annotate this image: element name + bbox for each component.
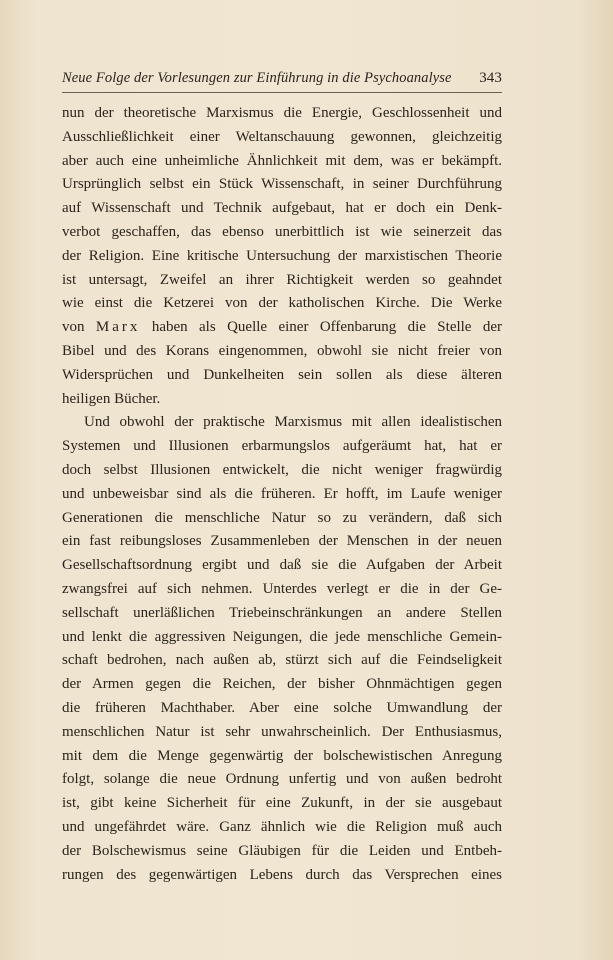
text-line: ein fast reibungsloses Zusammenleben der Menschen in der neuen [62, 533, 502, 550]
text-line: zwangsfrei auf sich nehmen. Unterdes verlegt er die in der Ge- [62, 580, 502, 597]
text-line: Systemen und Illusionen erbarmungslos aufgeräumt hat, hat er [62, 438, 502, 455]
running-header [62, 70, 502, 93]
text-line: folgt, solange die neue Ordnung unfertig und von außen bedroht [62, 771, 502, 788]
text-line: und ungefährdet wäre. Ganz ähnlich wie die Religion muß auch [62, 818, 502, 835]
text-line: nun der theoretische Marxismus die Energie, Geschlossenheit und [62, 105, 502, 121]
text-line: Ausschließlichkeit einer Weltanschauung gewonnen, gleichzeitig [62, 128, 502, 145]
text-line: heiligen Bücher. [62, 390, 161, 407]
text-line: Und obwohl der praktische Marxismus mit allen idealistischen [84, 414, 502, 431]
text-line: und unbeweisbar sind als die früheren. Er hofft, im Laufe weniger [62, 485, 502, 502]
page-number: 343 [479, 70, 502, 86]
text-line: Gesellschaftsordnung ergibt und daß sie die Aufgaben der Arbeit [62, 557, 502, 574]
text-line: rungen des gegenwärtigen Lebens durch das Versprechen eines [62, 866, 502, 883]
text-line: menschlichen Natur ist sehr unwahrscheinlich. Der Enthusiasmus, [62, 723, 502, 740]
paragraph-2 [62, 411, 502, 887]
text-line: mit dem die Menge gegenwärtig der bolschewistischen Anregung [62, 747, 502, 764]
text-line: die früheren Machthaber. Aber eine solche Umwandlung der [62, 699, 502, 716]
body-text [62, 102, 502, 887]
paragraph-1 [62, 102, 502, 411]
text-line: doch selbst Illusionen entwickelt, die nicht weniger fragwürdig [62, 461, 502, 478]
text-line: der Armen gegen die Reichen, der bisher Ohnmächtigen gegen [62, 676, 502, 693]
text-line: ist untersagt, Zweifel an ihrer Richtigkeit werden so geahndet [62, 271, 502, 288]
text-line: Generationen die menschliche Natur so zu verändern, daß sich [62, 509, 502, 526]
text-segment: von [62, 319, 85, 336]
text-line: verbot geschaffen, das ebenso unerbittlich ist wie seinerzeit das [62, 223, 502, 240]
author-name: Marx [95, 319, 141, 336]
text-line: Ursprünglich selbst ein Stück Wissenschaft, in seiner Durchführung [62, 176, 502, 193]
text-line: auf Wissenschaft und Technik aufgebaut, hat er doch ein Denk- [62, 200, 502, 217]
text-line [62, 316, 502, 340]
text-line: Widersprüchen und Dunkelheiten sein sollen als diese älteren [62, 366, 502, 383]
text-line: und lenkt die aggressiven Neigungen, die jede menschliche Gemein- [62, 628, 502, 645]
running-title: Neue Folge der Vorlesungen zur Einführung in die Psychoanalyse [62, 70, 452, 86]
text-line: sellschaft unerläßlichen Triebeinschränkungen an andere Stellen [62, 604, 502, 621]
text-line: Bibel und des Korans eingenommen, obwohl sie nicht freier von [62, 342, 502, 359]
text-segment: haben als Quelle einer Offenbarung die Stelle der [151, 319, 503, 336]
text-line: wie einst die Ketzerei von der katholischen Kirche. Die Werke [62, 295, 502, 312]
text-line: schaft bedrohen, nach außen ab, stürzt sich auf die Feindseligkeit [62, 652, 502, 669]
text-line: der Religion. Eine kritische Untersuchung der marxistischen Theorie [62, 247, 502, 264]
text-line: ist, gibt keine Sicherheit für eine Zukunft, in der sie ausgebaut [62, 795, 502, 812]
text-line: der Bolschewismus seine Gläubigen für die Leiden und Entbeh- [62, 842, 502, 859]
text-line: aber auch eine unheimliche Ähnlichkeit mit dem, was er bekämpft. [62, 152, 502, 169]
